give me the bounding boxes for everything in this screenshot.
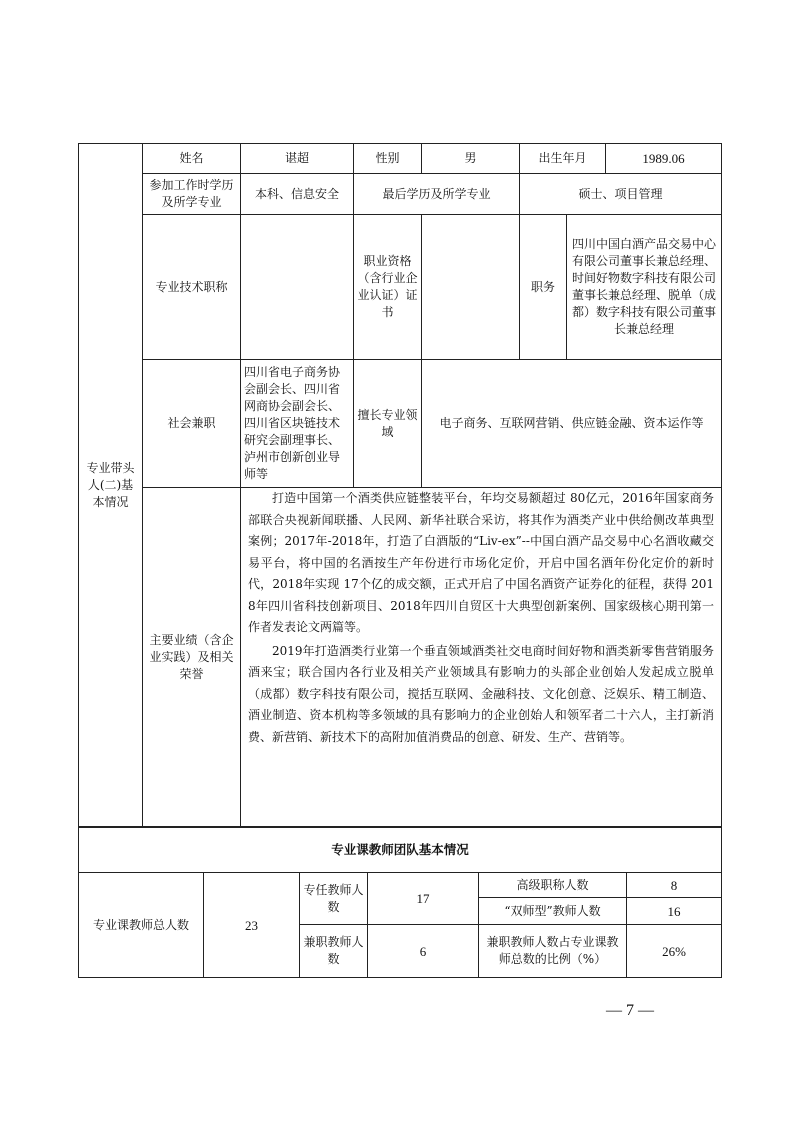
page-number: — 7 — bbox=[606, 1002, 654, 1019]
edu-final-value: 硕士、项目管理 bbox=[520, 174, 722, 215]
senior-title-value: 8 bbox=[627, 873, 722, 898]
leader-info-table bbox=[78, 143, 722, 828]
fulltime-value: 17 bbox=[368, 873, 479, 925]
post-value: 四川中国白酒产品交易中心有限公司董事长兼总经理、时间好物数字科技有限公司董事长兼总经理、脱单（成都）数字科技有限公司董事长兼总经理 bbox=[567, 215, 722, 360]
dual-teacher-value: 16 bbox=[627, 898, 722, 925]
section-label: 专业带头人(二)基本情况 bbox=[79, 144, 143, 828]
achievements-paragraph-2: 2019年打造酒类行业第一个垂直领域酒类社交电商时间好物和酒类新零售营销服务酒来宝；联合国内各行业及相关产业领域具有影响力的头部企业创始人发起成立脱单（成都）数字科技有限公司，搅括互联网、金融科技、文化创意、泛娱乐、精工制造、酒业制造、资本机构等多领域的具有影响力的企业创始人和领军者二十六人，主打新消费、新营销、新技术下的高附加值消费品的创意、研发、生产、营销等。 bbox=[248, 643, 715, 744]
parttime-ratio-value: 26% bbox=[627, 925, 722, 978]
name-value: 谌超 bbox=[241, 144, 354, 174]
social-label: 社会兼职 bbox=[143, 360, 241, 488]
expertise-label: 擅长专业领域 bbox=[354, 360, 422, 488]
achievements-label: 主要业绩（含企业实践）及相关荣誉 bbox=[143, 488, 241, 828]
team-info-table bbox=[78, 826, 722, 978]
gender-value: 男 bbox=[422, 144, 520, 174]
social-value: 四川省电子商务协会副会长、四川省网商协会副会长、四川省区块链技术研究会副理事长、泸州市创新创业导师等 bbox=[241, 360, 354, 488]
achievements-text bbox=[241, 488, 722, 828]
parttime-value: 6 bbox=[368, 925, 479, 978]
expertise-value: 电子商务、互联网营销、供应链金融、资本运作等 bbox=[422, 360, 722, 488]
edu-final-label: 最后学历及所学专业 bbox=[354, 174, 520, 215]
birth-label: 出生年月 bbox=[520, 144, 606, 174]
gender-label: 性别 bbox=[354, 144, 422, 174]
parttime-ratio-label: 兼职教师人数占专业课教师总数的比例（%） bbox=[479, 925, 627, 978]
qualification-value bbox=[422, 215, 520, 360]
achievements-paragraph-1: 打造中国第一个酒类供应链整装平台，年均交易额超过 80亿元，2016年国家商务部联合央视新闻联播、人民网、新华社联合采访，将其作为酒类产业中供给侧改革典型案例；2017年-2018年，打造了白酒版的“Liv-ex”--中国白酒产品交易中心名酒收藏交易平台，将中国的名酒按生产年份进行市场化定价，开启中国名酒年份化定价的新时代，2018年实现 17个亿的成交额，正式开启了中国名酒资产证券化的征程，获得 2018年四川省科技创新项目、2018年四川自贸区十大典型创新案例、国家级核心期刊第一作者发表论文两篇等。 bbox=[248, 491, 715, 634]
birth-value: 1989.06 bbox=[606, 144, 722, 174]
dual-teacher-label: “双师型”教师人数 bbox=[479, 898, 627, 925]
name-label: 姓名 bbox=[143, 144, 241, 174]
post-label: 职务 bbox=[520, 215, 567, 360]
parttime-label: 兼职教师人数 bbox=[300, 925, 368, 978]
qualification-label: 职业资格（含行业企业认证）证书 bbox=[354, 215, 422, 360]
title-label: 专业技术职称 bbox=[143, 215, 241, 360]
total-teachers-value: 23 bbox=[204, 873, 300, 978]
senior-title-label: 高级职称人数 bbox=[479, 873, 627, 898]
edu-start-value: 本科、信息安全 bbox=[241, 174, 354, 215]
edu-start-label: 参加工作时学历及所学专业 bbox=[143, 174, 241, 215]
team-heading: 专业课教师团队基本情况 bbox=[79, 827, 722, 873]
title-value bbox=[241, 215, 354, 360]
total-teachers-label: 专业课教师总人数 bbox=[79, 873, 204, 978]
fulltime-label: 专任教师人数 bbox=[300, 873, 368, 925]
